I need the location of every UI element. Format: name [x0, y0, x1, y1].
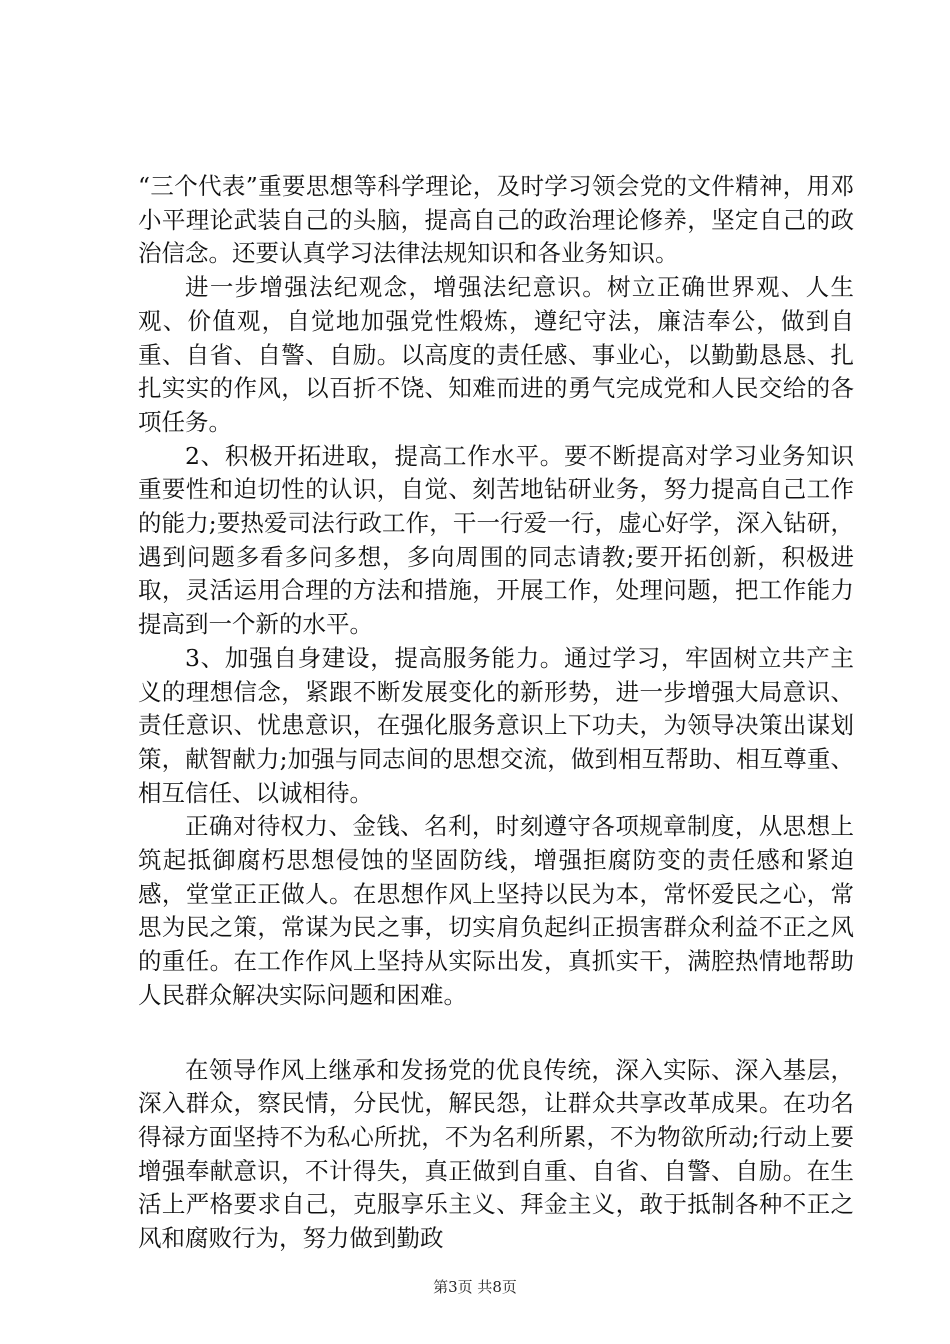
paragraph-leadership-style: 在领导作风上继承和发扬党的优良传统，深入实际、深入基层，深入群众，察民情，分民忧，解民怨，让群众共享改革成果。在功名得禄方面坚持不为私心所扰，不为名利所累，不为物欲所动;行动上要增强奉献意识，不计得失，真正做到自重、自省、自警、自励。在生活上严格要求自己，克服享乐主义、拜金主义，敢于抵制各种不正之风和腐败行为，努力做到勤政 [138, 1055, 854, 1253]
paragraph-legal-awareness: 进一步增强法纪观念，增强法纪意识。树立正确世界观、人生观、价值观，自觉地加强党性煅炼，遵纪守法，廉洁奉公，做到自重、自省、自警、自励。以高度的责任感、事业心，以勤勤恳恳、扎扎实实的作风，以百折不饶、知难而进的勇气完成党和人民交给的各项任务。 [138, 273, 854, 436]
paragraph-work-level: 2、积极开拓进取，提高工作水平。要不断提高对学习业务知识重要性和迫切性的认识，自觉、刻苦地钻研业务，努力提高自己工作的能力;要热爱司法行政工作，干一行爱一行，虚心好学，深入钻研，遇到问题多看多问多想，多向周围的同志请教;要开拓创新，积极进取，灵活运用合理的方法和措施，开展工作，处理问题，把工作能力提高到一个新的水平。 [138, 441, 854, 639]
paragraph-power-money-fame: 正确对待权力、金钱、名利，时刻遵守各项规章制度，从思想上筑起抵御腐朽思想侵蚀的坚固防线，增强拒腐防变的责任感和紧迫感，堂堂正正做人。在思想作风上坚持以民为本，常怀爱民之心，常思为民之策，常谋为民之事，切实肩负起纠正损害群众利益不正之风的重任。在工作作风上坚持从实际出发，真抓实干，满腔热情地帮助人民群众解决实际问题和困难。 [138, 812, 854, 1009]
paragraph-service-ability: 3、加强自身建设，提高服务能力。通过学习，牢固树立共产主义的理想信念，紧跟不断发展变化的新形势，进一步增强大局意识、责任意识、忧患意识，在强化服务意识上下功夫，为领导决策出谋划策，献智献力;加强与同志间的思想交流，做到相互帮助、相互尊重、相互信任、以诚相待。 [138, 643, 854, 807]
page-number-footer: 第3页 共8页 [433, 1278, 517, 1296]
paragraph-theory-study: “三个代表”重要思想等科学理论，及时学习领会党的文件精神，用邓小平理论武装自己的头脑，提高自己的政治理论修养，坚定自己的政治信念。还要认真学习法律法规知识和各业务知识。 [138, 172, 854, 268]
document-body [138, 170, 854, 1256]
